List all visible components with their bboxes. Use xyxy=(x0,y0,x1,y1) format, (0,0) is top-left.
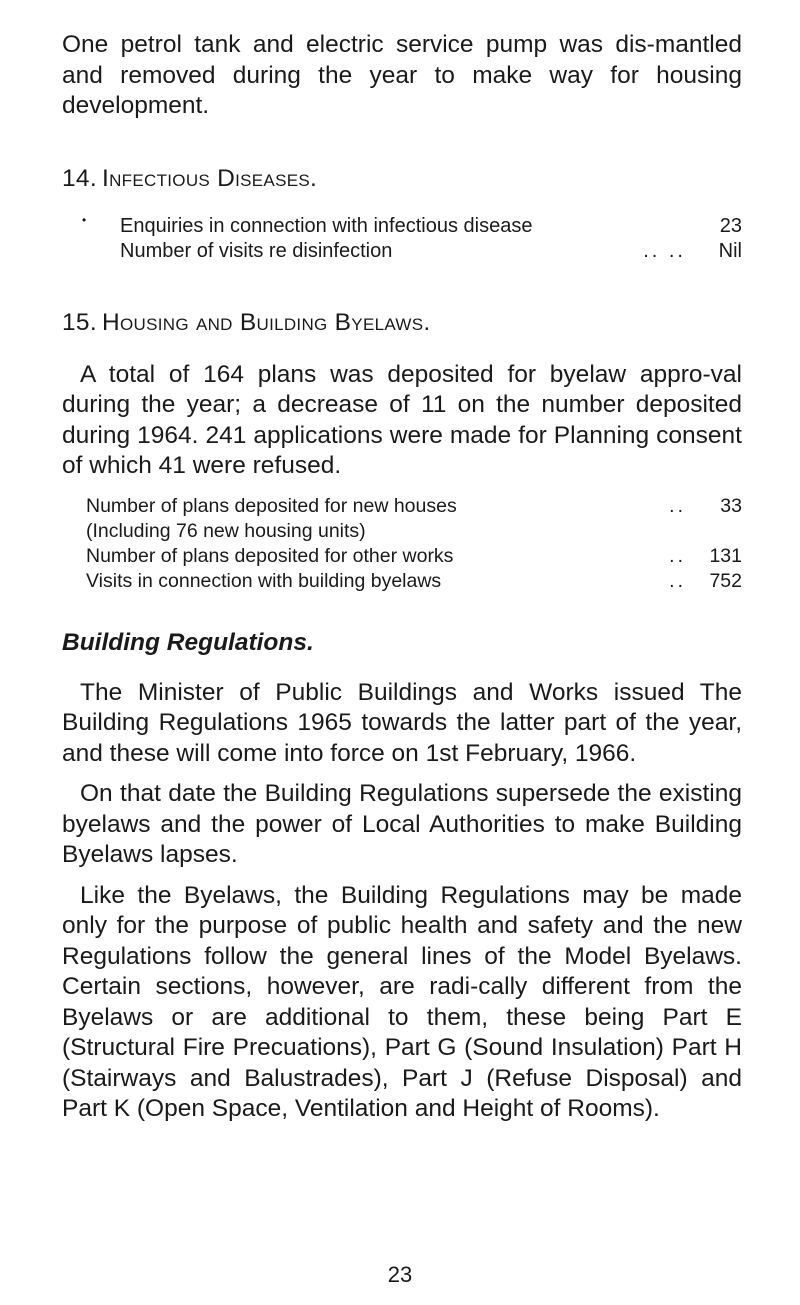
section-14-list xyxy=(62,214,742,264)
page-content xyxy=(62,30,742,1125)
building-regulations-paragraph-1: The Minister of Public Buildings and Works issued The Building Regulations 1965 towards the latter part of the year, and these will come into force on 1st February, 1966. xyxy=(62,678,742,767)
list-item xyxy=(86,544,742,569)
section-15-list xyxy=(62,494,742,594)
section-14-number: 14. xyxy=(62,164,97,192)
row-dots: .. xyxy=(669,494,686,517)
row-value: 33 xyxy=(720,494,742,517)
section-15-paragraph: A total of 164 plans was deposited for byelaw appro-val during the year; a decrease of 11 on the number deposited during 1964. 241 applications were made for Planning consent of which 41 were refused. xyxy=(62,360,742,479)
section-15-number: 15. xyxy=(62,308,97,336)
section-14-heading xyxy=(62,164,742,194)
list-item xyxy=(120,214,742,239)
building-regulations-paragraph-2: On that date the Building Regulations supersede the existing byelaws and the power of Local Authorities to make Building Byelaws lapses. xyxy=(62,780,742,868)
intro-paragraph: One petrol tank and electric service pump was dis-mantled and removed during the year to make way for housing development. xyxy=(62,31,742,119)
row-label: Number of plans deposited for new houses xyxy=(86,494,457,517)
row-dots: .. xyxy=(669,544,686,567)
list-item xyxy=(86,569,742,594)
section-15-title: Housing and Building Byelaws. xyxy=(102,308,431,336)
list-item xyxy=(120,239,742,264)
row-label: Number of visits re disinfection xyxy=(120,239,393,262)
page-number: 23 xyxy=(387,1262,413,1287)
building-regulations-heading: Building Regulations. xyxy=(62,628,314,656)
row-dots: .. .. xyxy=(643,239,686,262)
row-label: Visits in connection with building byelaws xyxy=(86,569,442,592)
list-item xyxy=(86,519,742,544)
row-value: 23 xyxy=(719,214,742,237)
row-value: 752 xyxy=(709,569,742,592)
row-value xyxy=(708,519,742,544)
row-value: 131 xyxy=(709,544,742,567)
row-label: Enquiries in connection with infectious disease xyxy=(120,214,533,237)
row-value: Nil xyxy=(718,239,742,262)
row-label: Number of plans deposited for other works xyxy=(86,544,454,567)
row-dots xyxy=(366,519,708,544)
section-14-title: Infectious Diseases. xyxy=(102,164,318,192)
bullet-marker: • xyxy=(82,212,87,227)
row-label: (Including 76 new housing units) xyxy=(86,519,366,542)
row-dots xyxy=(532,214,708,239)
section-15-heading xyxy=(62,308,742,338)
row-dots: .. xyxy=(669,569,686,592)
building-regulations-paragraph-3: Like the Byelaws, the Building Regulations may be made only for the purpose of public health and safety and the new Regulations follow the general lines of the Model Byelaws. Certain sections, however, are radi-cally different from the Byelaws or are additional to them, these being Part E (Structural Fire Precuations), Part G (Sound Insulation) Part H (Stairways and Balustrades), Part J (Refuse Disposal) and Part K (Open Space, Ventilation and Height of Rooms). xyxy=(62,881,742,1122)
list-item xyxy=(86,494,742,519)
